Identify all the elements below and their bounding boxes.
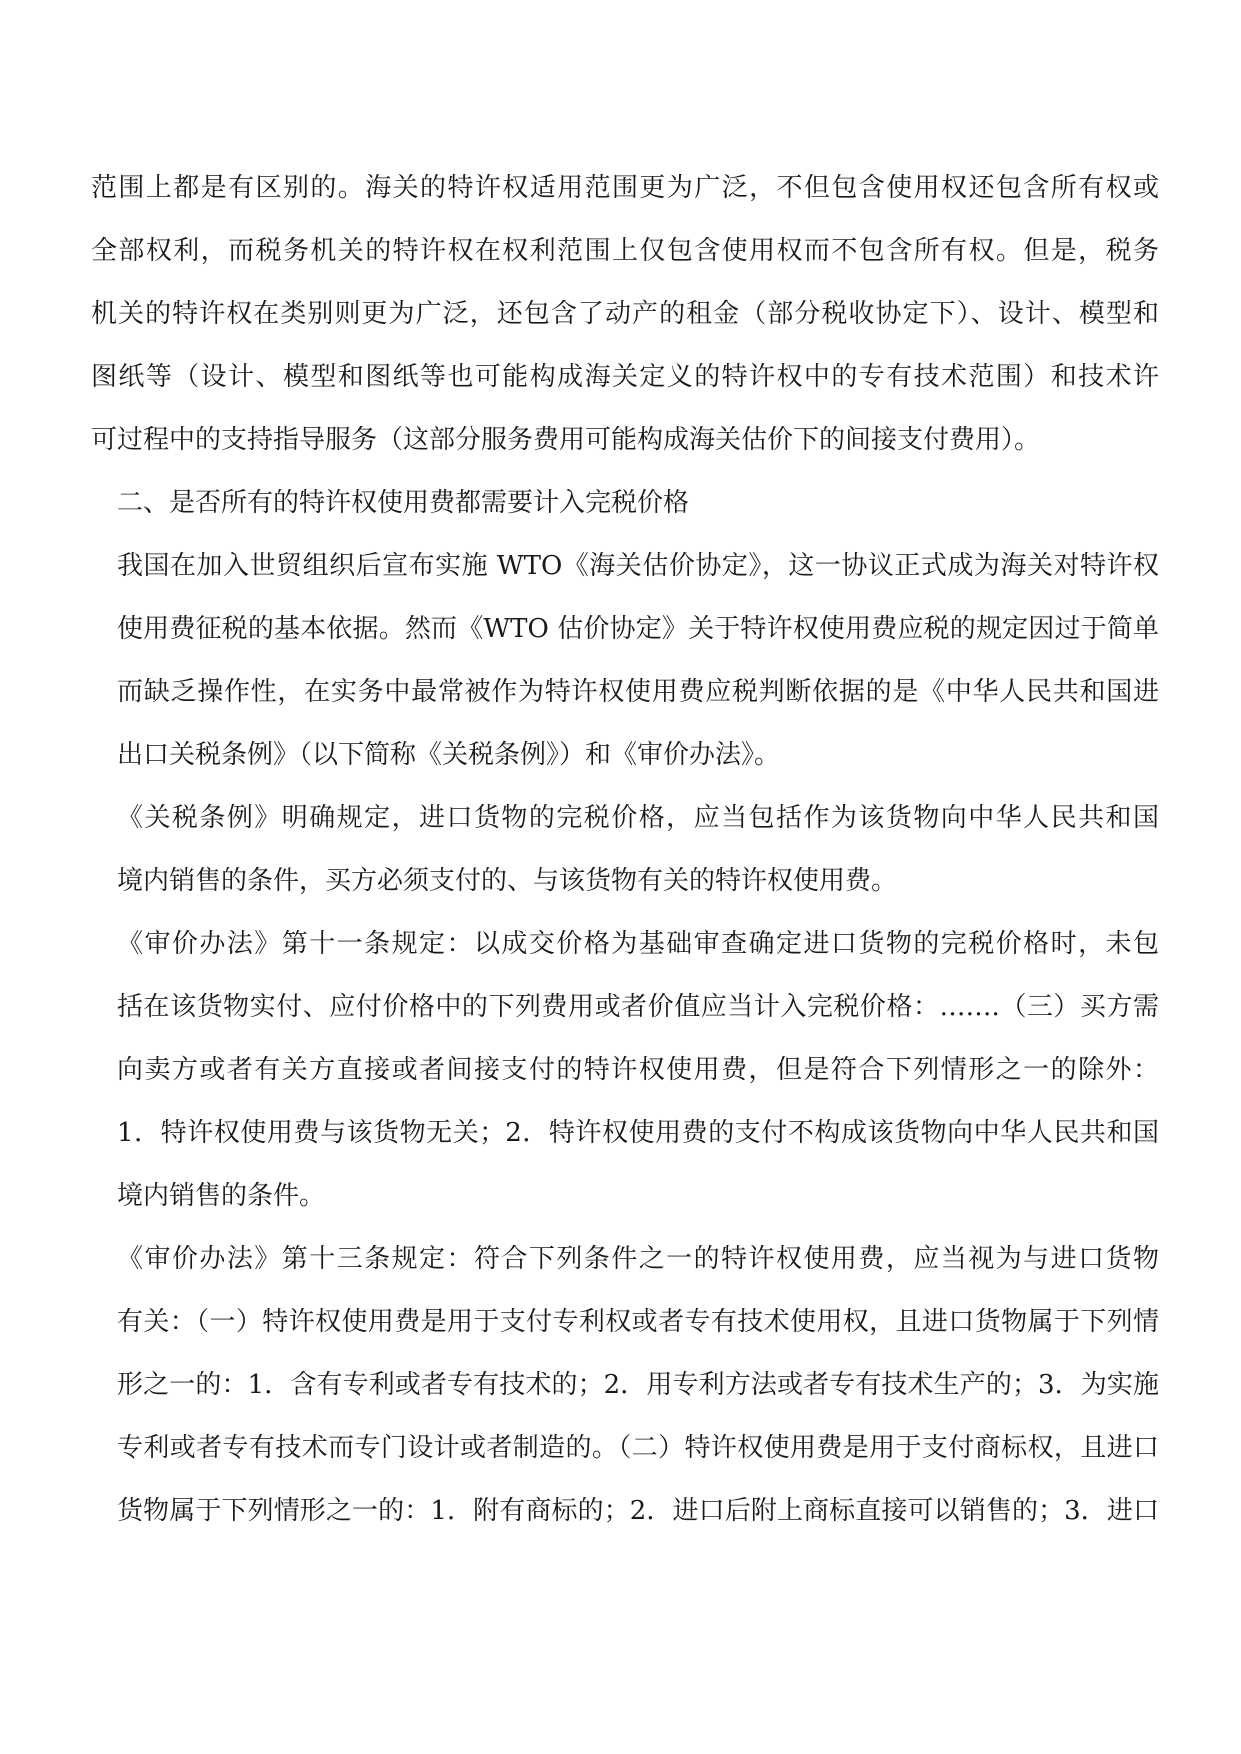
paragraph-1 bbox=[91, 157, 1159, 472]
text-line: 使用费征税的基本依据。然而《WTO 估价协定》关于特许权使用费应税的规定因过于简单 bbox=[117, 614, 1159, 644]
text-line: 1．特许权使用费与该货物无关；2．特许权使用费的支付不构成该货物向中华人民共和国 bbox=[117, 1118, 1159, 1148]
text-line: 货物属于下列情形之一的：1．附有商标的；2．进口后附上商标直接可以销售的；3．进口 bbox=[117, 1496, 1159, 1526]
text-line: 《审价办法》第十三条规定：符合下列条件之一的特许权使用费，应当视为与进口货物 bbox=[117, 1244, 1159, 1274]
paragraph-6 bbox=[91, 1228, 1159, 1543]
text-line: 我国在加入世贸组织后宣布实施 WTO《海关估价协定》，这一协议正式成为海关对特许权 bbox=[117, 551, 1159, 581]
paragraph-5 bbox=[91, 913, 1159, 1228]
text-line: 范围上都是有区别的。海关的特许权适用范围更为广泛，不但包含使用权还包含所有权或 bbox=[91, 173, 1159, 203]
text-line: 专利或者专有技术而专门设计或者制造的。（二）特许权使用费是用于支付商标权，且进口 bbox=[117, 1433, 1159, 1463]
text-line: 括在该货物实付、应付价格中的下列费用或者价值应当计入完税价格：…….（三）买方需 bbox=[117, 992, 1159, 1022]
text-line: 《关税条例》明确规定，进口货物的完税价格，应当包括作为该货物向中华人民共和国 bbox=[117, 803, 1159, 833]
text-line: 机关的特许权在类别则更为广泛，还包含了动产的租金（部分税收协定下）、设计、模型和 bbox=[91, 299, 1159, 329]
paragraph-4 bbox=[91, 787, 1159, 913]
text-line: 而缺乏操作性，在实务中最常被作为特许权使用费应税判断依据的是《中华人民共和国进 bbox=[117, 677, 1159, 707]
text-line: 《审价办法》第十一条规定：以成交价格为基础审查确定进口货物的完税价格时，未包 bbox=[117, 929, 1159, 959]
text-line: 境内销售的条件。 bbox=[117, 1181, 326, 1211]
text-line: 境内销售的条件，买方必须支付的、与该货物有关的特许权使用费。 bbox=[117, 866, 898, 896]
text-line: 图纸等（设计、模型和图纸等也可能构成海关定义的特许权中的专有技术范围）和技术许 bbox=[91, 362, 1159, 392]
section-heading bbox=[91, 472, 1159, 535]
text-line: 可过程中的支持指导服务（这部分服务费用可能构成海关估价下的间接支付费用）。 bbox=[91, 425, 1041, 455]
document-body bbox=[91, 157, 1159, 1543]
text-line: 出口关税条例》（以下简称《关税条例》）和《审价办法》。 bbox=[117, 740, 781, 770]
text-line: 全部权利，而税务机关的特许权在权利范围上仅包含使用权而不包含所有权。但是，税务 bbox=[91, 236, 1159, 266]
heading-line: 二、是否所有的特许权使用费都需要计入完税价格 bbox=[117, 488, 690, 518]
text-line: 形之一的：1．含有专利或者专有技术的；2．用专利方法或者专有技术生产的；3．为实施 bbox=[117, 1370, 1159, 1400]
paragraph-3 bbox=[91, 535, 1159, 787]
text-line: 有关：（一）特许权使用费是用于支付专利权或者专有技术使用权，且进口货物属于下列情 bbox=[117, 1307, 1159, 1337]
text-line: 向卖方或者有关方直接或者间接支付的特许权使用费，但是符合下列情形之一的除外： bbox=[117, 1055, 1159, 1085]
